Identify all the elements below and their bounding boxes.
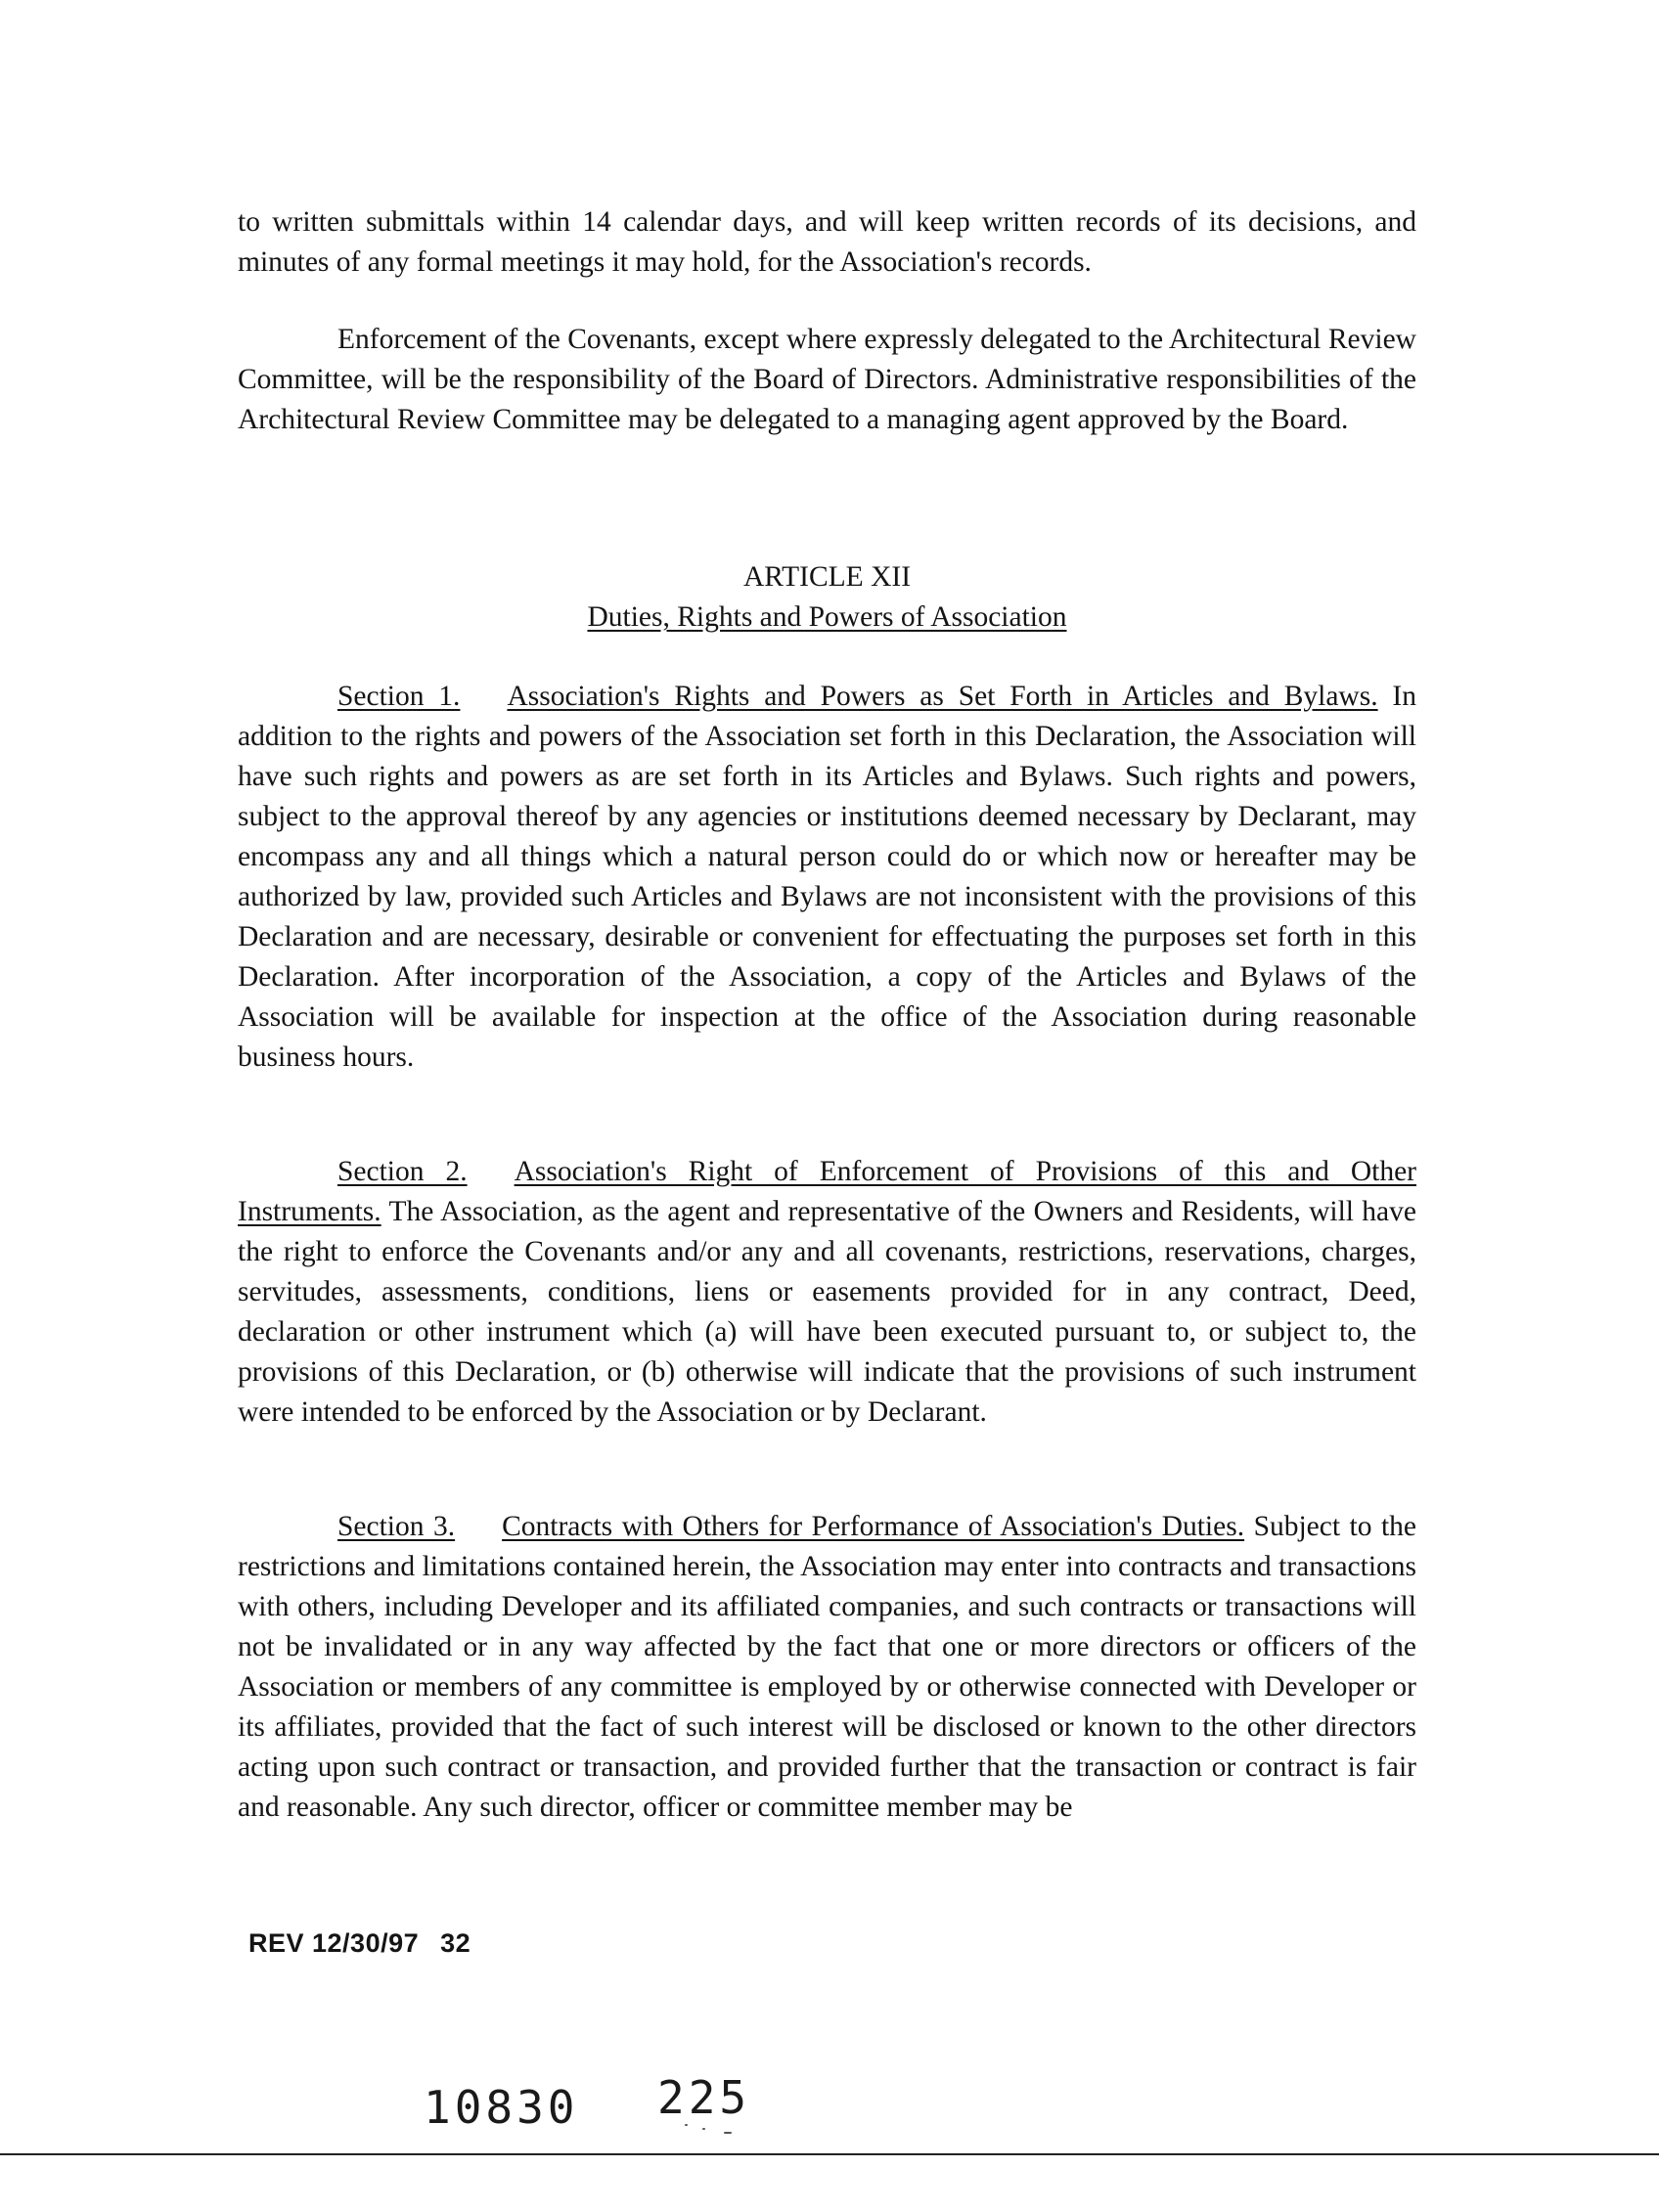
- scan-edge-line: [0, 2153, 1659, 2155]
- revision-footer: [248, 1928, 471, 1959]
- section-1-body: In addition to the rights and powers of the Association set forth in this Declaration, the Association will have such rights and powers as are set forth in its Articles and Bylaws. Such rights and powers, subject to the approval thereof by any agencies or institutions deemed necessary by Declarant, may encompass any and all things which a natural person could do or which now or hereafter may be authorized by law, provided such Articles and Bylaws are not inconsistent with the provisions of this Declaration and are necessary, desirable or convenient for effectuating the purposes set forth in this Declaration. After incorporation of the Association, a copy of the Articles and Bylaws of the Association will be available for inspection at the office of the Association during reasonable business hours.: [238, 681, 1416, 1073]
- recording-book-number: 10830: [424, 2081, 579, 2134]
- section-1-heading: Association's Rights and Powers as Set Forth in Articles and Bylaws.: [507, 681, 1378, 712]
- section-3-label: Section 3.: [337, 1511, 456, 1542]
- section-3-body: Subject to the restrictions and limitations contained herein, the Association may enter into contracts and transactions with others, including Developer and its affiliated companies, and such contracts or transactions will not be invalidated or in any way affected by the fact that one or more directors or officers of the Association or members of any committee is employed by or otherwise connected with Developer or its affiliates, provided that the fact of such interest will be disclosed or known to the other directors acting upon such contract or transaction, and provided further that the transaction or contract is fair and reasonable. Any such director, officer or committee member may be: [238, 1511, 1416, 1823]
- section-2-label: Section 2.: [337, 1156, 468, 1187]
- paragraph-enforcement: [238, 320, 1416, 440]
- scan-speck: [702, 2128, 705, 2130]
- paragraph-continued: to written submittals within 14 calendar days, and will keep written records of its decisions, and minutes of any formal meetings it may hold, for the Association's records.: [238, 206, 1416, 278]
- footer-page-number: 32: [440, 1928, 471, 1958]
- section-2-heading: Association's Right of Enforcement of Provisions of this and Other Instruments.: [238, 1156, 1416, 1227]
- section-1-label: Section 1.: [337, 681, 461, 712]
- section-2-body: The Association, as the agent and representative of the Owners and Residents, will have the right to enforce the Covenants and/or any and all covenants, restrictions, reservations, charges, servitudes, assessments, conditions, liens or easements provided for in any contract, Deed, declaration or other instrument which (a) will have been executed pursuant to, or subject to, the provisions of this Declaration, or (b) otherwise will indicate that the provisions of such instrument were intended to be enforced by the Association or by Declarant.: [238, 1196, 1416, 1428]
- scan-speck: [724, 2132, 732, 2134]
- paragraph-enforcement-text: Enforcement of the Covenants, except where expressly delegated to the Architectural Review Committee, will be the responsibility of the Board of Directors. Administrative responsibilities of the Architectural Review Committee may be delegated to a managing agent approved by the Board.: [238, 324, 1416, 435]
- revision-date: REV 12/30/97: [248, 1928, 420, 1958]
- section-3-heading: Contracts with Others for Performance of Association's Duties.: [502, 1511, 1245, 1542]
- section-1: [238, 677, 1416, 1078]
- article-title: Duties, Rights and Powers of Association: [587, 601, 1067, 633]
- section-3: [238, 1507, 1416, 1828]
- recording-page-number: 225: [657, 2071, 751, 2124]
- scan-speck: [685, 2124, 688, 2126]
- section-2: [238, 1152, 1416, 1433]
- article-number: ARTICLE XII: [742, 561, 912, 593]
